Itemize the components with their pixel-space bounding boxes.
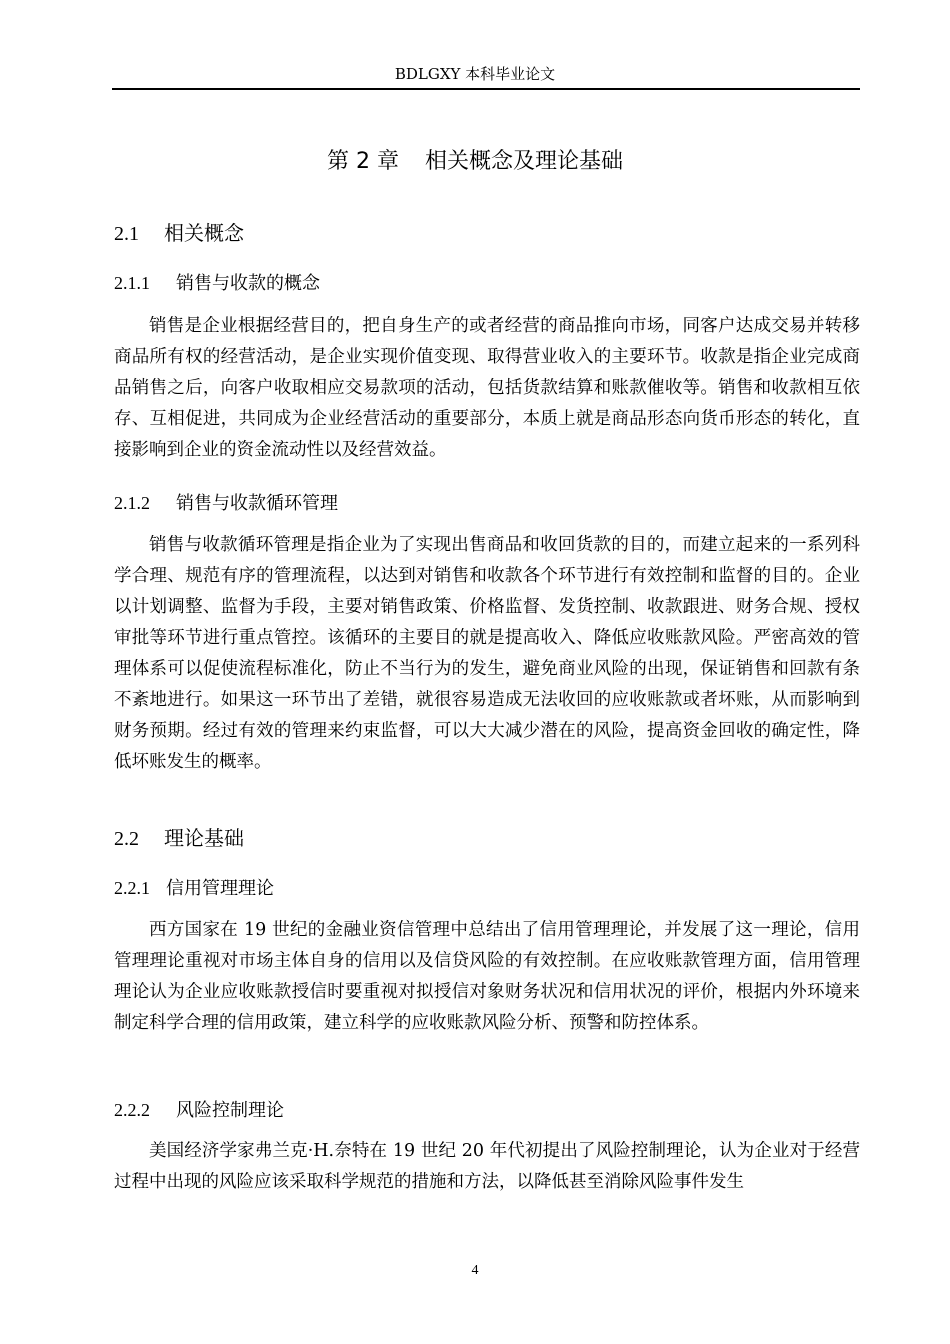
running-header: BDLGXY 本科毕业论文 — [394, 65, 556, 83]
page-number: 4 — [471, 1263, 479, 1278]
subsection-heading-2-1-1 — [114, 270, 320, 297]
subsection-title: 风险控制理论 — [176, 1100, 284, 1121]
paragraph-credit-management: 西方国家在 19 世纪的金融业资信管理中总结出了信用管理理论，并发展了这一理论，信用管理理论重视对市场主体自身的信用以及信贷风险的有效控制。在应收账款管理方面，信用管理理论认为企业应收账款授信时要重视对拟授信对象财务状况和信用状况的评价，根据内外环境来制定科学合理的信用政策，建立科学的应收账款风险分析、预警和防控体系。 — [114, 920, 860, 1033]
subsection-number: 2.2.1 — [114, 878, 150, 898]
chapter-number: 第 2 章 — [327, 149, 399, 174]
header-divider — [112, 88, 860, 90]
paragraph-sales-collection-concept: 销售是企业根据经营目的，把自身生产的或者经营的商品推向市场，同客户达成交易并转移商品所有权的经营活动，是企业实现价值变现、取得营业收入的主要环节。收款是指企业完成商品销售之后，向客户收取相应交易款项的活动，包括货款结算和账款催收等。销售和收款相互依存、互相促进，共同成为企业经营活动的重要部分，本质上就是商品形态向货币形态的转化，直接影响到企业的资金流动性以及经营效益。 — [114, 316, 860, 460]
subsection-title: 销售与收款循环管理 — [176, 493, 338, 514]
subsection-heading-2-2-1 — [114, 875, 274, 902]
subsection-number: 2.2.2 — [114, 1100, 150, 1120]
section-title: 相关概念 — [164, 221, 244, 245]
subsection-heading-2-1-2 — [114, 490, 338, 517]
subsection-title: 信用管理理论 — [166, 878, 274, 899]
paragraph-risk-control: 美国经济学家弗兰克·H.奈特在 19 世纪 20 年代初提出了风险控制理论，认为企业对于经营过程中出现的风险应该采取科学规范的措施和方法，以降低甚至消除风险事件发生 — [114, 1141, 860, 1192]
section-heading-2-1 — [114, 219, 244, 248]
chapter-title — [0, 146, 950, 178]
paragraph-cycle-management: 销售与收款循环管理是指企业为了实现出售商品和收回货款的目的，而建立起来的一系列科学合理、规范有序的管理流程，以达到对销售和收款各个环节进行有效控制和监督的目的。企业以计划调整、监督为手段，主要对销售政策、价格监督、发货控制、收款跟进、财务合规、授权审批等环节进行重点管控。该循环的主要目的就是提高收入、降低应收账款风险。严密高效的管理体系可以促使流程标准化，防止不当行为的发生，避免商业风险的出现，保证销售和回款有条不紊地进行。如果这一环节出了差错，就很容易造成无法收回的应收账款或者坏账，从而影响到财务预期。经过有效的管理来约束监督，可以大大减少潜在的风险，提高资金回收的确定性，降低坏账发生的概率。 — [114, 535, 860, 772]
section-heading-2-2 — [114, 824, 244, 853]
subsection-number: 2.1.2 — [114, 493, 150, 513]
chapter-title-text: 相关概念及理论基础 — [424, 149, 623, 174]
subsection-number: 2.1.1 — [114, 273, 150, 293]
subsection-heading-2-2-2 — [114, 1097, 284, 1124]
subsection-title: 销售与收款的概念 — [176, 273, 320, 294]
section-number: 2.2 — [114, 828, 139, 850]
section-title: 理论基础 — [164, 826, 244, 850]
section-number: 2.1 — [114, 223, 139, 245]
